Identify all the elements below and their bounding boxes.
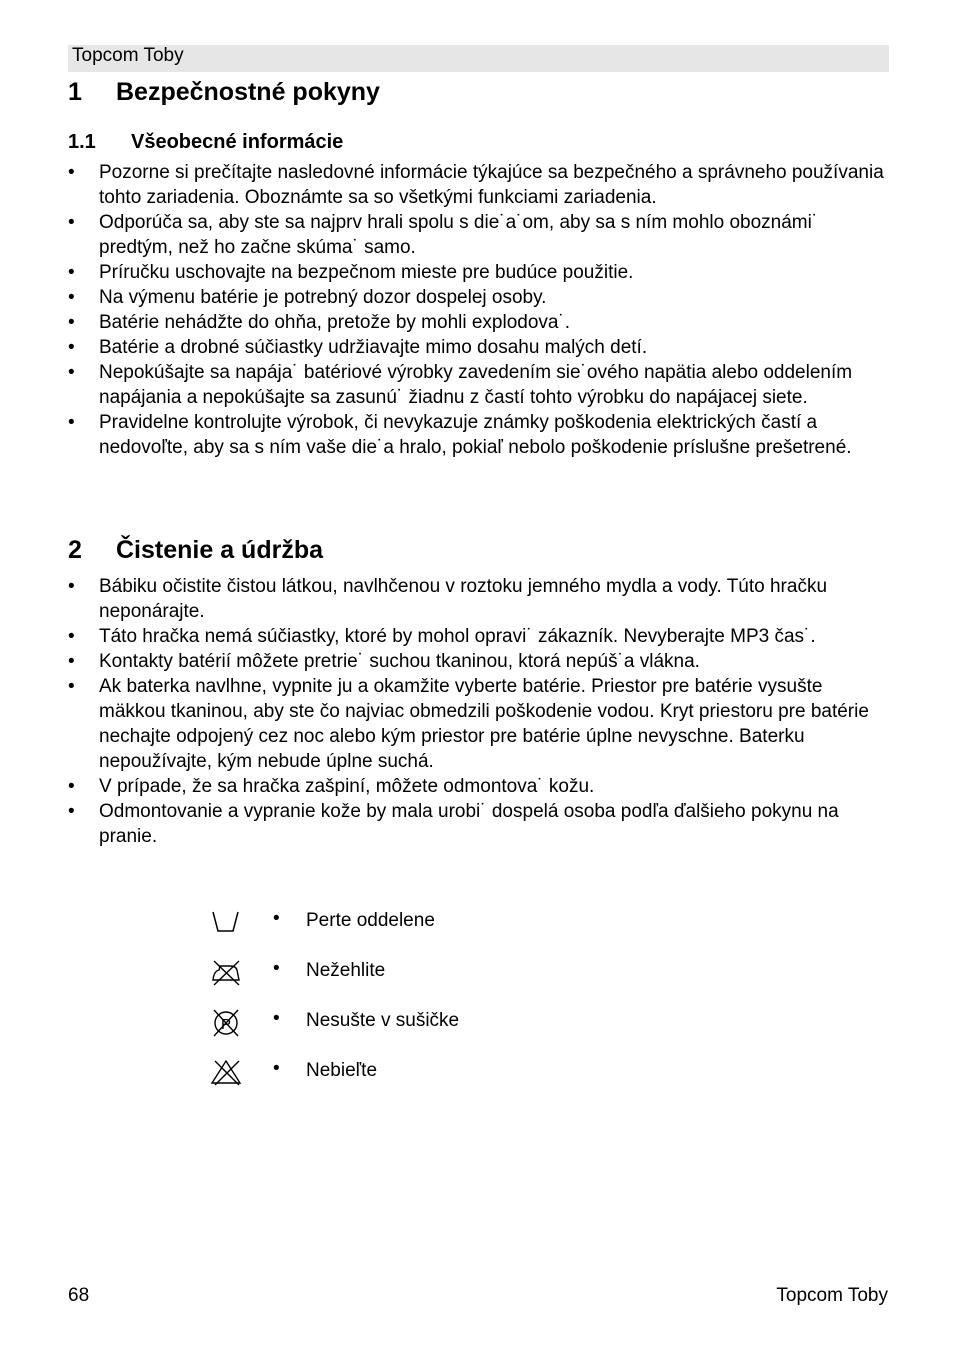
list-item: • Pozorne si prečítajte nasledovné informácie týkajúce sa bezpečného a správneho používania tohto zariadenia. Oboznámte sa so všetkými funkciami zariadenia. xyxy=(68,160,893,210)
page-header xyxy=(68,45,889,72)
svg-text:P: P xyxy=(221,1016,232,1033)
list-item: • Odmontovanie a vypranie kože by mala urobi˙ dospelá osoba podľa ďalšieho pokynu na pranie. xyxy=(68,799,893,849)
care-label: Nežehlite xyxy=(306,960,386,981)
list-item: • Nepokúšajte sa napája˙ batériové výrobky zavedením sie˙ového napätia alebo oddelením napájania a nepokúšajte sa zasunú˙ žiadnu z častí tohto výrobku do napájacej siete. xyxy=(68,360,893,410)
care-instructions xyxy=(208,904,608,1104)
wash-basin-icon xyxy=(210,908,242,934)
subsection-1-1-number: 1.1 xyxy=(68,131,96,153)
safety-list xyxy=(68,160,893,460)
care-label: Nesušte v sušičke xyxy=(306,1010,460,1031)
list-item: • Príručku uschovajte na bezpečnom mieste pre budúce použitie. xyxy=(68,260,893,285)
list-item: • Bábiku očistite čistou látkou, navlhčenou v roztoku jemného mydla a vody. Túto hračku neponárajte. xyxy=(68,574,893,624)
no-bleach-icon xyxy=(210,1058,242,1086)
header-brand: Topcom Toby xyxy=(72,45,184,66)
list-item: • V prípade, že sa hračka zašpiní, môžete odmontova˙ kožu. xyxy=(68,774,893,799)
section-2-number: 2 xyxy=(68,536,82,564)
list-item: • Odporúča sa, aby ste sa najprv hrali spolu s die˙a˙om, aby sa s ním mohlo oboznámi˙ predtým, než ho začne skúma˙ samo. xyxy=(68,210,893,260)
care-label: Perte oddelene xyxy=(306,910,435,931)
list-item: • Batérie nehádžte do ohňa, pretože by mohli explodova˙. xyxy=(68,310,893,335)
section-1-number: 1 xyxy=(68,78,82,106)
care-row-iron: • Nežehlite xyxy=(208,954,608,1004)
page-number: 68 xyxy=(68,1285,90,1306)
list-item: • Kontakty batérií môžete pretrie˙ suchou tkaninou, ktorá nepúš˙a vlákna. xyxy=(68,649,893,674)
care-label: Nebieľte xyxy=(306,1060,378,1081)
section-1-title: Bezpečnostné pokyny xyxy=(116,78,380,106)
care-row-wash: • Perte oddelene xyxy=(208,904,608,954)
footer-brand: Topcom Toby xyxy=(776,1285,888,1306)
cleaning-list xyxy=(68,574,893,849)
list-item: • Batérie a drobné súčiastky udržiavajte mimo dosahu malých detí. xyxy=(68,335,893,360)
subsection-1-1-title: Všeobecné informácie xyxy=(131,131,344,153)
list-item: • Pravidelne kontrolujte výrobok, či nevykazuje známky poškodenia elektrických častí a nedovoľte, aby sa s ním vaše die˙a hralo, pokiaľ nebolo poškodenie príslušne prešetrené. xyxy=(68,410,893,460)
care-row-bleach: • Nebieľte xyxy=(208,1054,608,1104)
care-row-dryer: P • Nesušte v sušičke xyxy=(208,1004,608,1054)
no-iron-icon xyxy=(210,958,242,986)
section-2-title: Čistenie a údržba xyxy=(116,536,323,564)
no-tumble-dry-icon xyxy=(210,1008,242,1038)
list-item: • Ak baterka navlhne, vypnite ju a okamžite vyberte batérie. Priestor pre batérie vysušte mäkkou tkaninou, aby ste čo najviac obmedzili poškodenie vodou. Kryt priestoru pre batérie nechajte odpojený cez noc alebo kým priestor pre batérie úplne nevyschne. Baterku nepoužívajte, kým nebude úplne suchá. xyxy=(68,674,893,774)
list-item: • Na výmenu batérie je potrebný dozor dospelej osoby. xyxy=(68,285,893,310)
list-item: • Táto hračka nemá súčiastky, ktoré by mohol opravi˙ zákazník. Nevyberajte MP3 čas˙. xyxy=(68,624,893,649)
